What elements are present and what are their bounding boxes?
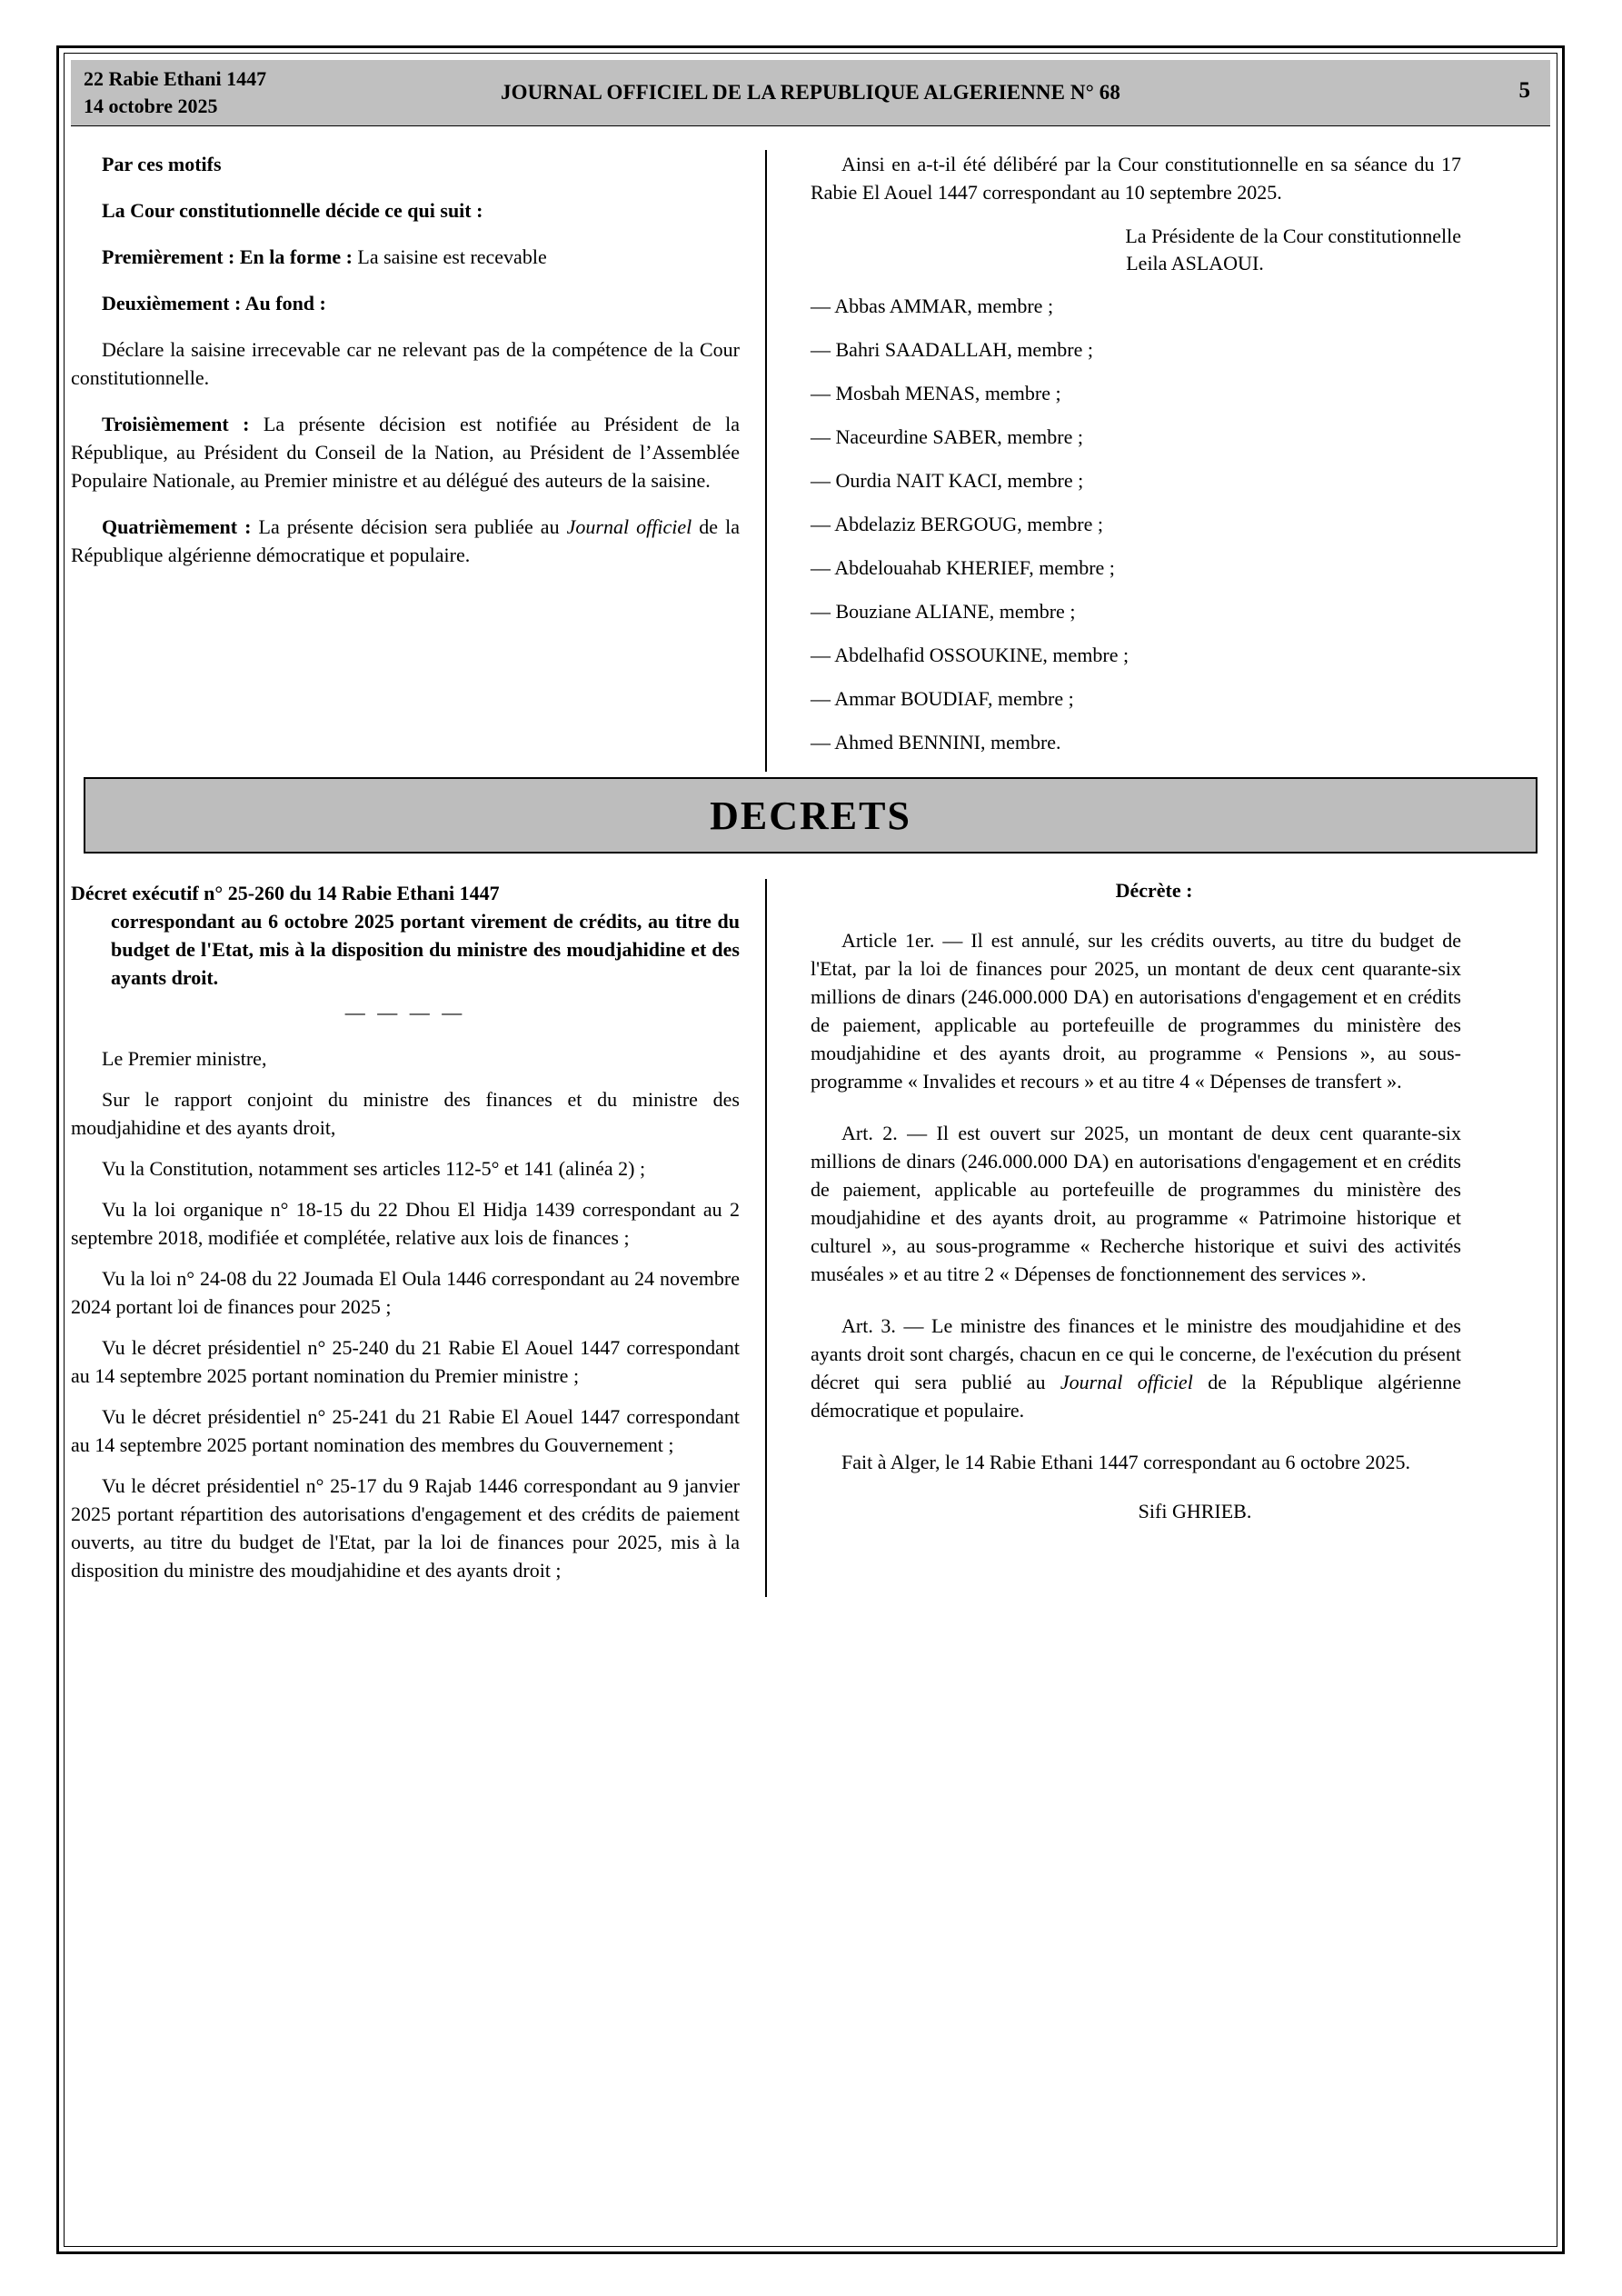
- list-item: — Abdelhafid OSSOUKINE, membre ;: [811, 644, 1129, 666]
- fourth-point-label: Quatrièmement :: [102, 515, 252, 538]
- preamble-line: Vu le décret présidentiel n° 25-17 du 9 Rajab 1446 correspondant au 9 janvier 2025 portant répartition des autorisations d'engagement et des crédits de paiement ouverts, au titre du budget de l'Etat, par la loi de finances pour 2025, mis à la disposition du ministre des moudjahidine et des ayants droit ;: [71, 1474, 740, 1582]
- article-1: Article 1er. — Il est annulé, sur les crédits ouverts, au titre du budget de l'Etat, par la loi de finances pour 2025, un montant de deux cent quarante-six millions de dinars (246.000.000 DA) en autorisations d'engagement et en crédits de paiement, applicable au portefeuille de programmes du ministère des moudjahidine et des ayants droit, au programme « Pensions », au sous-programme « Invalides et recours » et au titre 4 « Dépenses de transfert ».: [811, 929, 1461, 1093]
- first-point: [71, 243, 740, 271]
- article-3-italic: Journal officiel: [1060, 1371, 1193, 1393]
- list-item: — Abdelouahab KHERIEF, membre ;: [811, 556, 1115, 579]
- preamble-line: Vu la loi organique n° 18-15 du 22 Dhou El Hidja 1439 correspondant au 2 septembre 2018, modifiée et complétée, relative aux lois de finances ;: [71, 1198, 740, 1249]
- second-point-text: Déclare la saisine irrecevable car ne relevant pas de la compétence de la Cour constitutionnelle.: [71, 338, 740, 389]
- list-item: — Bahri SAADALLAH, membre ;: [811, 338, 1094, 361]
- fourth-point-text-a: La présente décision sera publiée au: [251, 515, 567, 538]
- preamble-line: Vu le décret présidentiel n° 25-240 du 21 Rabie El Aouel 1447 correspondant au 14 septembre 2025 portant nomination du Premier ministre ;: [71, 1336, 740, 1387]
- third-point: [71, 410, 740, 494]
- decree-title: [71, 879, 740, 992]
- decision-left-column: [71, 150, 761, 772]
- third-point-text: La présente décision est notifiée au Président de la République, au Président du Conseil de la Nation, au Président de l’Assemblée Populaire Nationale, au Premier ministre et au délégué des auteurs de la saisine.: [71, 413, 740, 492]
- signatory-name: Sifi GHRIEB.: [1138, 1500, 1252, 1522]
- header-page-number: 5: [1518, 78, 1530, 103]
- president-name: Leila ASLAOUI.: [1126, 252, 1264, 275]
- third-point-label: Troisièmement :: [102, 413, 250, 435]
- section-banner-label: DECRETS: [710, 793, 911, 838]
- list-item: — Ammar BOUDIAF, membre ;: [811, 687, 1074, 710]
- deliberation-text: Ainsi en a-t-il été délibéré par la Cour constitutionnelle en sa séance du 17 Rabie El Aouel 1447 correspondant au 10 septembre 2025.: [811, 153, 1461, 204]
- preamble-line: Vu la Constitution, notamment ses articles 112-5° et 141 (alinéa 2) ;: [102, 1157, 646, 1180]
- article-3-text-a: Art. 3. — Le ministre des finances et le ministre des moudjahidine et des ayants droit sont chargés, chacun en ce qui le concerne, de l'exécution du présent décret qui sera publié au: [811, 1314, 1461, 1393]
- page-header: [71, 60, 1550, 126]
- second-point-label: Deuxièmement : Au fond :: [102, 292, 326, 314]
- first-point-label: Premièrement : En la forme :: [102, 245, 353, 268]
- page-content: [71, 60, 1550, 2240]
- list-item: — Ahmed BENNINI, membre.: [811, 731, 1061, 754]
- preamble-line: Sur le rapport conjoint du ministre des finances et du ministre des moudjahidine et des ayants droit,: [71, 1088, 740, 1139]
- decree-column-divider: [765, 879, 767, 1597]
- decree-title-rest: correspondant au 6 octobre 2025 portant virement de crédits, au titre du budget de l'Etat, mis à la disposition du ministre des moudjahidine et des ayants droit.: [111, 910, 740, 989]
- president-title: La Présidente de la Cour constitutionnelle: [1125, 225, 1461, 247]
- list-item: — Abdelaziz BERGOUG, membre ;: [811, 513, 1103, 535]
- decree-left-column: [71, 879, 761, 1597]
- decree-separator: — — — —: [344, 1001, 466, 1023]
- list-item: — Naceurdine SABER, membre ;: [811, 425, 1083, 448]
- decision-columns: [71, 150, 1550, 772]
- preamble-line: Vu la loi n° 24-08 du 22 Joumada El Oula 1446 correspondant au 24 novembre 2024 portant loi de finances pour 2025 ;: [71, 1267, 740, 1318]
- article-2: Art. 2. — Il est ouvert sur 2025, un montant de deux cent quarante-six millions de dinars (246.000.000 DA) en autorisations d'engagement et en crédits de paiement, applicable au portefeuille de programmes du ministère des moudjahidine et des ayants droit, au programme « Patrimoine historique et culturel », au sous-programme « Recherche historique et suivi des activités muséales » et au titre 2 « Dépenses de fonctionnement des services ».: [811, 1122, 1461, 1285]
- column-divider: [765, 150, 767, 772]
- signature-place-date: Fait à Alger, le 14 Rabie Ethani 1447 correspondant au 6 octobre 2025.: [841, 1451, 1410, 1473]
- fourth-point: [71, 513, 740, 569]
- header-date-gregorian: 14 octobre 2025: [84, 95, 218, 117]
- decrete-label: Décrète :: [1115, 879, 1193, 902]
- decree-columns: [71, 879, 1550, 1597]
- header-dates: [84, 65, 266, 120]
- preamble-line: Vu le décret présidentiel n° 25-241 du 21 Rabie El Aouel 1447 correspondant au 14 septembre 2025 portant nomination des membres du Gouvernement ;: [71, 1405, 740, 1456]
- fourth-point-text-b: de la République algérienne démocratique et populaire.: [71, 515, 740, 566]
- decree-title-lead: Décret exécutif n° 25-260 du 14 Rabie Ethani 1447: [71, 882, 500, 904]
- list-item: — Mosbah MENAS, membre ;: [811, 382, 1061, 404]
- article-3-text-b: de la République algérienne démocratique et populaire.: [811, 1371, 1461, 1422]
- list-item: — Abbas AMMAR, membre ;: [811, 294, 1054, 317]
- header-date-hijri: 22 Rabie Ethani 1447: [84, 67, 267, 90]
- par-ces-motifs-heading: Par ces motifs: [102, 153, 222, 175]
- decree-right-column: [771, 879, 1461, 1597]
- list-item: — Bouziane ALIANE, membre ;: [811, 600, 1076, 623]
- article-3: [811, 1312, 1461, 1424]
- fourth-point-italic: Journal officiel: [566, 515, 692, 538]
- members-list: [811, 292, 1461, 756]
- header-title: JOURNAL OFFICIEL DE LA REPUBLIQUE ALGERIENNE N° 68: [501, 81, 1120, 104]
- section-banner-decrets: [84, 777, 1537, 854]
- preamble-line: Le Premier ministre,: [102, 1047, 267, 1070]
- first-point-text: La saisine est recevable: [352, 245, 547, 268]
- decision-intro: La Cour constitutionnelle décide ce qui suit :: [102, 199, 483, 222]
- decision-right-column: [771, 150, 1461, 772]
- list-item: — Ourdia NAIT KACI, membre ;: [811, 469, 1084, 492]
